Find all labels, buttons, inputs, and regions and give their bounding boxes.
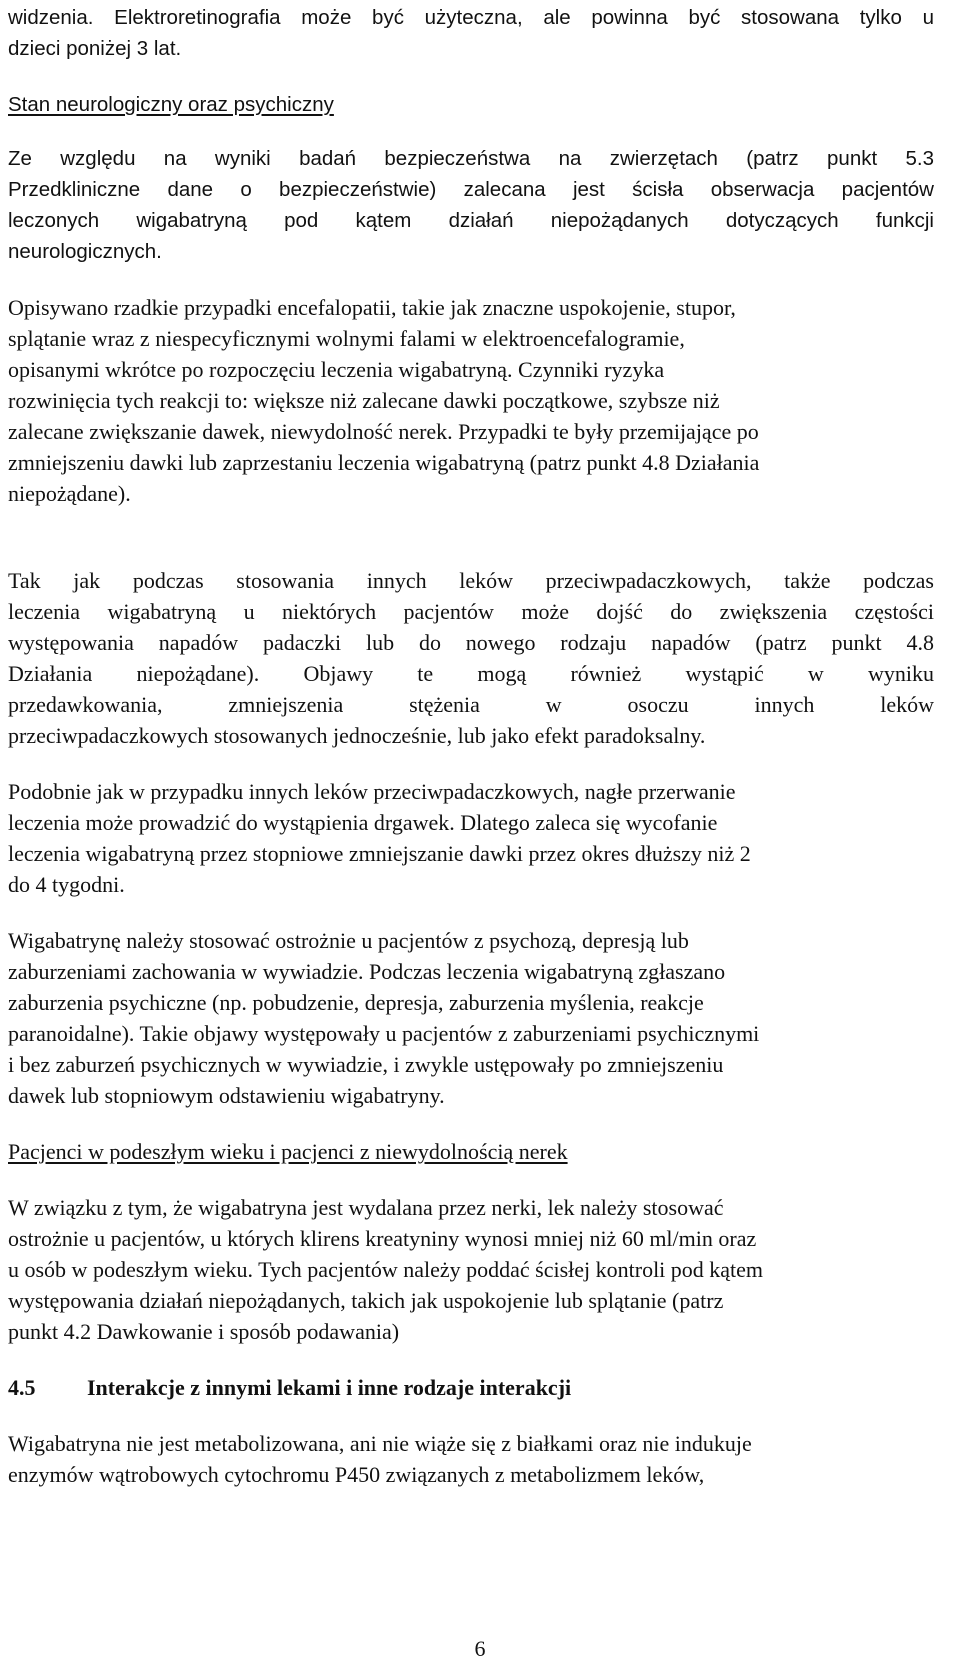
paragraph-line: niepożądane). (8, 481, 131, 506)
paragraph-line: i bez zaburzeń psychicznych w wywiadzie, i zwykle ustępowały po zmniejszeniu (8, 1052, 724, 1077)
paragraph-line: dawek lub stopniowym odstawieniu wigabatryny. (8, 1083, 445, 1108)
paragraph-line: Wigabatryna nie jest metabolizowana, ani nie wiąże się z białkami oraz nie indukuje (8, 1431, 752, 1456)
paragraph-line: Wigabatrynę należy stosować ostrożnie u pacjentów z psychozą, depresją lub (8, 928, 689, 953)
paragraph-line: występowania napadów padaczki lub do nowego rodzaju napadów (patrz punkt 4.8 (8, 630, 934, 655)
paragraph-line: zaburzenia psychiczne (np. pobudzenie, depresja, zaburzenia myślenia, reakcje (8, 990, 704, 1015)
page-number: 6 (474, 1636, 486, 1661)
paragraph-line: zaburzeniami zachowania w wywiadzie. Podczas leczenia wigabatryną zgłaszano (8, 959, 726, 984)
paragraph-line: Opisywano rzadkie przypadki encefalopatii, takie jak znaczne uspokojenie, stupor, (8, 295, 736, 320)
paragraph-line: występowania działań niepożądanych, takich jak uspokojenie lub splątanie (patrz (8, 1288, 724, 1313)
paragraph-line: enzymów wątrobowych cytochromu P450 związanych z metabolizmem leków, (8, 1462, 705, 1487)
paragraph-line: Tak jak podczas stosowania innych leków przeciwpadaczkowych, także podczas (8, 568, 934, 593)
paragraph-line: przedawkowania, zmniejszenia stężenia w osoczu innych leków (8, 692, 934, 717)
paragraph-line: leczenia wigabatryną przez stopniowe zmniejszanie dawki przez okres dłuższy niż 2 (8, 841, 751, 866)
paragraph-line: opisanymi wkrótce po rozpoczęciu leczenia wigabatryną. Czynniki ryzyka (8, 357, 665, 382)
section-title: Interakcje z innymi lekami i inne rodzaje interakcji (87, 1375, 572, 1400)
paragraph-line: leczenia może prowadzić do wystąpienia drgawek. Dlatego zaleca się wycofanie (8, 810, 718, 835)
paragraph-line: Podobnie jak w przypadku innych leków przeciwpadaczkowych, nagłe przerwanie (8, 779, 736, 804)
paragraph-line: zalecane zwiększanie dawek, niewydolność nerek. Przypadki te były przemijające po (8, 419, 759, 444)
paragraph-line: ostrożnie u pacjentów, u których klirens kreatyniny wynosi mniej niż 60 ml/min oraz (8, 1226, 757, 1251)
paragraph-line: paranoidalne). Takie objawy występowały u pacjentów z zaburzeniami psychicznymi (8, 1021, 760, 1046)
paragraph-line: Ze względu na wyniki badań bezpieczeństwa na zwierzętach (patrz punkt 5.3 (8, 147, 934, 170)
subheading-elderly-renal: Pacjenci w podeszłym wieku i pacjenci z niewydolnością nerek (8, 1139, 568, 1164)
paragraph-line: W związku z tym, że wigabatryna jest wydalana przez nerki, lek należy stosować (8, 1195, 724, 1220)
paragraph-line: neurologicznych. (8, 240, 162, 263)
paragraph-line: dzieci poniżej 3 lat. (8, 37, 182, 60)
section-number: 4.5 (8, 1375, 36, 1400)
paragraph-line: przeciwpadaczkowych stosowanych jednocześnie, lub jako efekt paradoksalny. (8, 723, 706, 748)
paragraph-line: leczonych wigabatryną pod kątem działań niepożądanych dotyczących funkcji (8, 209, 934, 232)
paragraph-line: zmniejszeniu dawki lub zaprzestaniu leczenia wigabatryną (patrz punkt 4.8 Działania (8, 450, 760, 475)
paragraph-line: widzenia. Elektroretinografia może być użyteczna, ale powinna być stosowana tylko u (8, 6, 934, 29)
paragraph-line: punkt 4.2 Dawkowanie i sposób podawania) (8, 1319, 400, 1344)
subheading-neurological-psychiatric: Stan neurologiczny oraz psychiczny (8, 93, 334, 116)
paragraph-line: Działania niepożądane). Objawy te mogą również wystąpić w wyniku (8, 661, 934, 686)
paragraph-line: splątanie wraz z niespecyficznymi wolnymi falami w elektroencefalogramie, (8, 326, 685, 351)
paragraph-line: rozwinięcia tych reakcji to: większe niż zalecane dawki początkowe, szybsze niż (8, 388, 720, 413)
paragraph-line: Przedkliniczne dane o bezpieczeństwie) zalecana jest ścisła obserwacja pacjentów (8, 178, 934, 201)
paragraph-line: leczenia wigabatryną u niektórych pacjentów może dojść do zwiększenia częstości (8, 599, 934, 624)
paragraph-line: do 4 tygodni. (8, 872, 125, 897)
paragraph-line: u osób w podeszłym wieku. Tych pacjentów należy poddać ścisłej kontroli pod kątem (8, 1257, 764, 1282)
